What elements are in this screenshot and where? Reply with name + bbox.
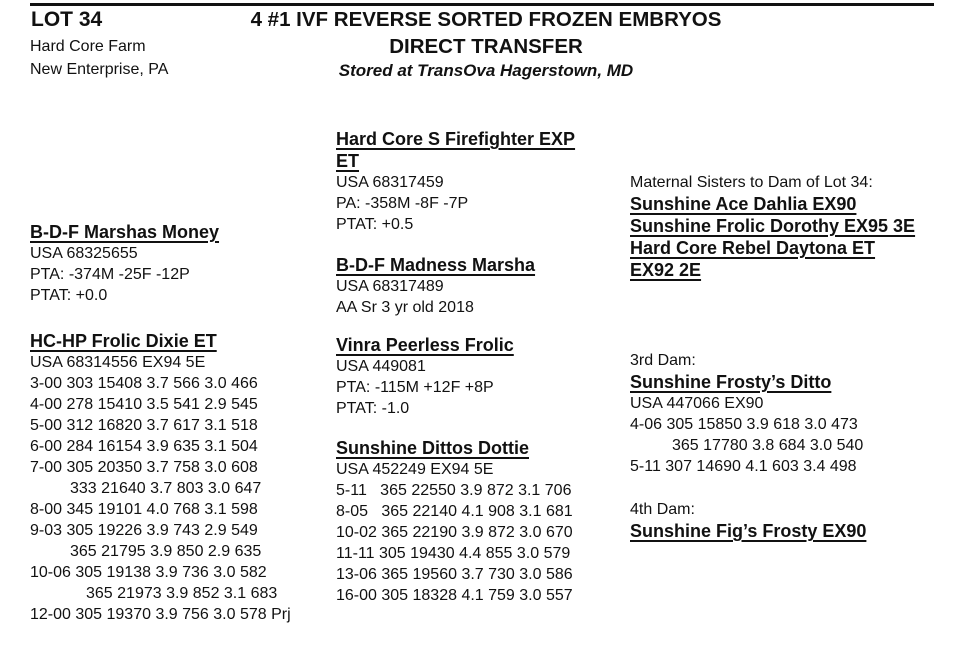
dam-dam-record: 13-06 365 19560 3.7 730 3.0 586 bbox=[336, 566, 573, 583]
fourth-dam-name: Sunshine Fig’s Frosty EX90 bbox=[630, 521, 867, 541]
sire-sire-block bbox=[336, 128, 575, 235]
third-dam-name: Sunshine Frosty’s Ditto bbox=[630, 372, 832, 392]
dam-block bbox=[30, 330, 291, 625]
dam-name: HC-HP Frolic Dixie ET bbox=[30, 331, 217, 351]
farm-name: Hard Core Farm bbox=[30, 38, 146, 55]
sire-registration: USA 68325655 bbox=[30, 245, 138, 262]
dam-record: 365 21795 3.9 850 2.9 635 bbox=[70, 543, 262, 560]
third-dam-block bbox=[630, 350, 863, 477]
dam-record: 12-00 305 19370 3.9 756 3.0 578 Prj bbox=[30, 606, 291, 623]
lot-title: 4 #1 IVF REVERSE SORTED FROZEN EMBRYOS bbox=[250, 8, 722, 31]
maternal-sister: Hard Core Rebel Daytona ET bbox=[630, 238, 876, 258]
dam-dam-name: Sunshine Dittos Dottie bbox=[336, 438, 529, 458]
dam-dam-record: 8-05 365 22140 4.1 908 3.1 681 bbox=[336, 503, 573, 520]
maternal-sisters-heading: Maternal Sisters to Dam of Lot 34: bbox=[630, 174, 873, 191]
lot-number: LOT 34 bbox=[31, 8, 103, 31]
dam-record: 3-00 303 15408 3.7 566 3.0 466 bbox=[30, 375, 258, 392]
maternal-sister: Sunshine Ace Dahlia EX90 bbox=[630, 194, 857, 214]
third-dam-label: 3rd Dam: bbox=[630, 352, 696, 369]
third-dam-registration: USA 447066 EX90 bbox=[630, 395, 764, 412]
dam-record: 7-00 305 20350 3.7 758 3.0 608 bbox=[30, 459, 258, 476]
farm-location: New Enterprise, PA bbox=[30, 61, 169, 78]
dam-sire-pta: PTA: -115M +12F +8P bbox=[336, 379, 494, 396]
dam-record: 10-06 305 19138 3.9 736 3.0 582 bbox=[30, 564, 267, 581]
dam-registration: USA 68314556 EX94 5E bbox=[30, 354, 206, 371]
maternal-sister: Sunshine Frolic Dorothy EX95 3E bbox=[630, 216, 916, 236]
dam-dam-record: 16-00 305 18328 4.1 759 3.0 557 bbox=[336, 587, 573, 604]
lot-subtitle: DIRECT TRANSFER bbox=[389, 35, 583, 58]
dam-record: 5-00 312 16820 3.7 617 3.1 518 bbox=[30, 417, 258, 434]
sire-pta: PTA: -374M -25F -12P bbox=[30, 266, 190, 283]
dam-dam-registration: USA 452249 EX94 5E bbox=[336, 461, 494, 478]
sire-sire-registration: USA 68317459 bbox=[336, 174, 444, 191]
sire-sire-name: Hard Core S Firefighter EXP bbox=[336, 129, 576, 149]
third-dam-record: 4-06 305 15850 3.9 618 3.0 473 bbox=[630, 416, 858, 433]
top-rule bbox=[30, 3, 934, 6]
dam-dam-block bbox=[336, 437, 573, 606]
third-dam-record: 365 17780 3.8 684 3.0 540 bbox=[672, 437, 864, 454]
storage-location: Stored at TransOva Hagerstown, MD bbox=[338, 61, 634, 80]
dam-sire-registration: USA 449081 bbox=[336, 358, 426, 375]
sire-dam-block bbox=[336, 254, 535, 318]
dam-sire-block bbox=[336, 334, 514, 419]
dam-dam-record: 11-11 305 19430 4.4 855 3.0 579 bbox=[336, 545, 571, 562]
dam-record: 4-00 278 15410 3.5 541 2.9 545 bbox=[30, 396, 258, 413]
dam-sire-ptat: PTAT: -1.0 bbox=[336, 400, 410, 417]
dam-record: 8-00 345 19101 4.0 768 3.1 598 bbox=[30, 501, 258, 518]
maternal-sister-cont: EX92 2E bbox=[630, 260, 702, 280]
sire-dam-name: B-D-F Madness Marsha bbox=[336, 255, 536, 275]
sire-sire-ptat: PTAT: +0.5 bbox=[336, 216, 414, 233]
maternal-sisters-block bbox=[630, 172, 915, 281]
dam-record: 365 21973 3.9 852 3.1 683 bbox=[86, 585, 278, 602]
fourth-dam-block bbox=[630, 499, 866, 542]
sire-dam-registration: USA 68317489 bbox=[336, 278, 444, 295]
sire-block bbox=[30, 221, 219, 306]
dam-record: 6-00 284 16154 3.9 635 3.1 504 bbox=[30, 438, 258, 455]
dam-dam-record: 5-11 365 22550 3.9 872 3.1 706 bbox=[336, 482, 572, 499]
sire-dam-note: AA Sr 3 yr old 2018 bbox=[336, 299, 474, 316]
sire-ptat: PTAT: +0.0 bbox=[30, 287, 108, 304]
sire-name: B-D-F Marshas Money bbox=[30, 222, 220, 242]
dam-sire-name: Vinra Peerless Frolic bbox=[336, 335, 514, 355]
third-dam-record: 5-11 307 14690 4.1 603 3.4 498 bbox=[630, 458, 857, 475]
dam-record: 9-03 305 19226 3.9 743 2.9 549 bbox=[30, 522, 258, 539]
sire-sire-pa: PA: -358M -8F -7P bbox=[336, 195, 469, 212]
fourth-dam-label: 4th Dam: bbox=[630, 501, 695, 518]
sire-sire-name-cont: ET bbox=[336, 151, 360, 171]
dam-dam-record: 10-02 365 22190 3.9 872 3.0 670 bbox=[336, 524, 573, 541]
dam-record: 333 21640 3.7 803 3.0 647 bbox=[70, 480, 262, 497]
